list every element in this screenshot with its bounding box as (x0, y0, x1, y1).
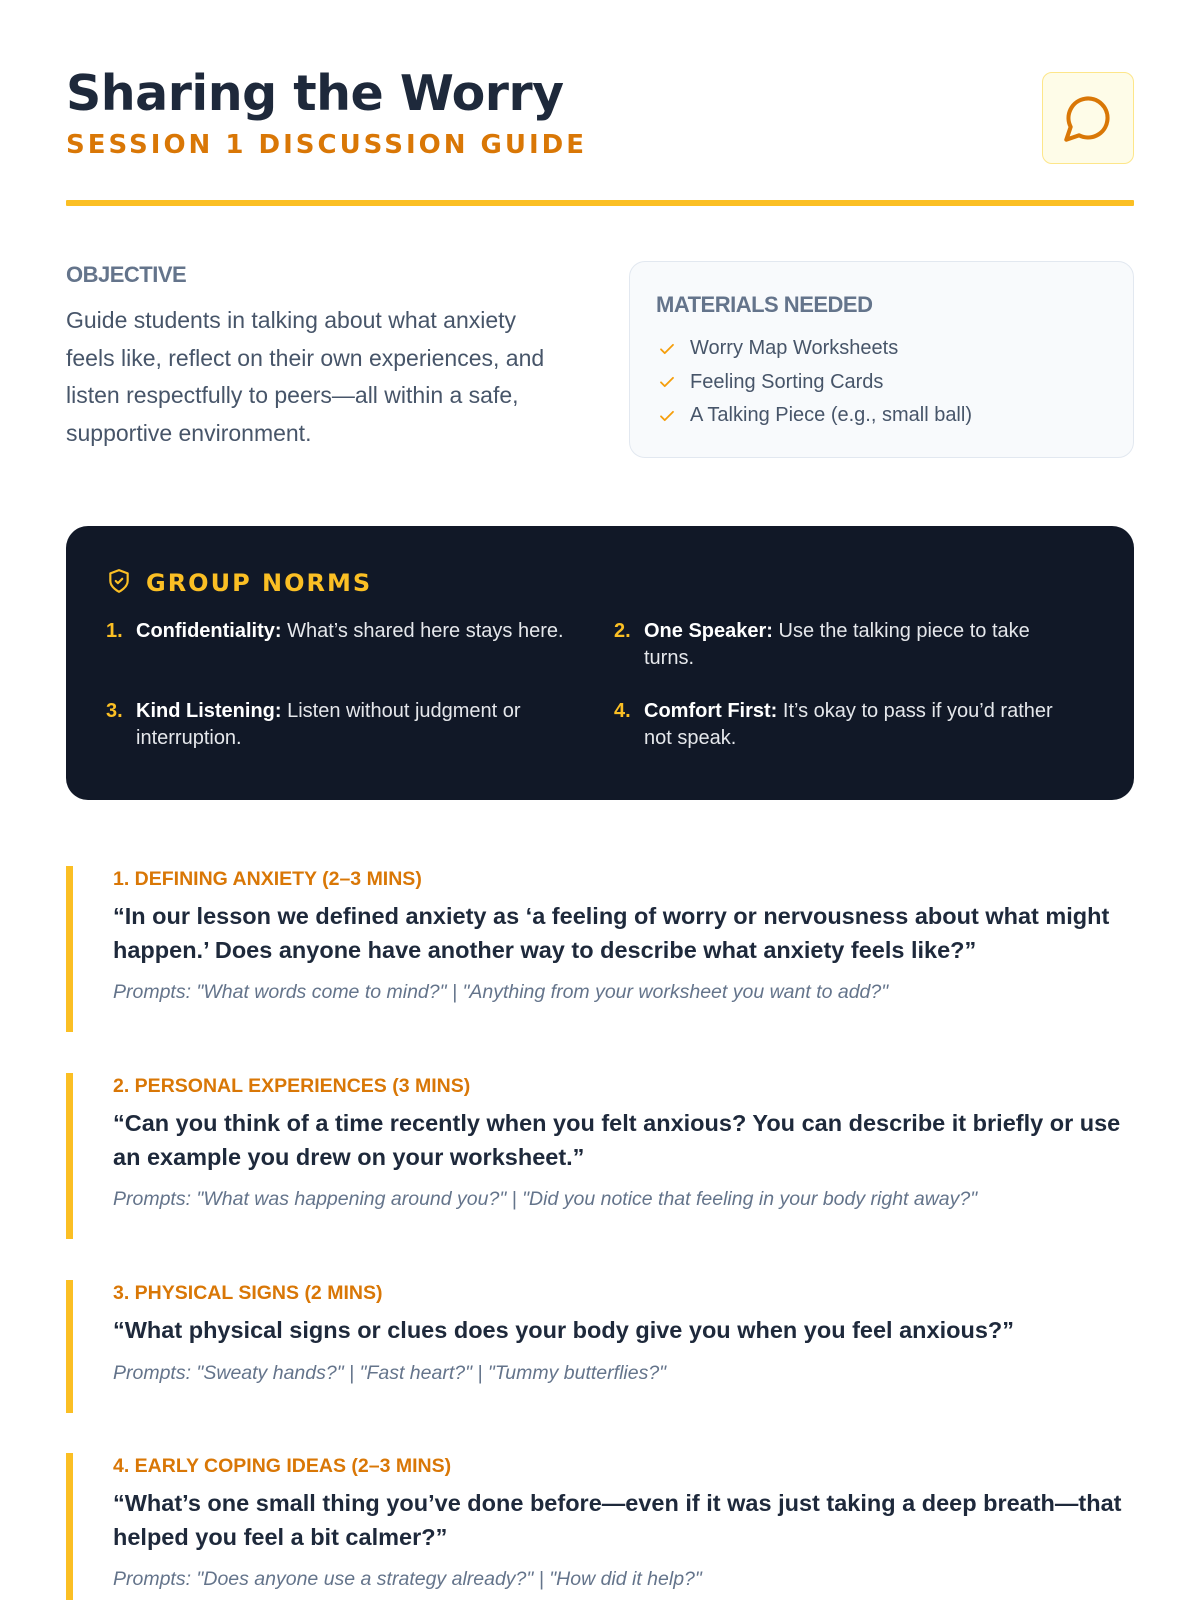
materials-label: MATERIALS NEEDED (656, 292, 873, 317)
check-icon (656, 338, 678, 360)
norm-number: 1. (106, 620, 123, 642)
norm-item (614, 698, 1094, 778)
group-norms-title: GROUP NORMS (146, 569, 373, 597)
materials-item-label: Worry Map Worksheets (690, 337, 899, 360)
materials-item (656, 366, 1107, 400)
norm-term: One Speaker: (644, 620, 773, 642)
page-header (66, 62, 1134, 212)
chat-bubble-icon (1042, 72, 1134, 164)
norm-term: Confidentiality: (136, 620, 282, 642)
objective-label: OBJECTIVE (66, 262, 187, 287)
discussion-item (66, 866, 1134, 1032)
norm-term: Comfort First: (644, 700, 778, 722)
discussion-item-question: “What physical signs or clues does your body give you when you feel anxious?” (113, 1317, 1015, 1343)
page-subtitle: SESSION 1 DISCUSSION GUIDE (66, 130, 588, 160)
objective-section (66, 262, 566, 452)
norm-text: What’s shared here stays here. (287, 620, 564, 642)
discussion-item-prompts: Prompts: "What words come to mind?" | "Anything from your worksheet you want to add?" (113, 981, 889, 1003)
norm-text: Listen without judgment or interruption. (136, 700, 521, 749)
materials-item (656, 399, 1107, 433)
discussion-item (66, 1073, 1134, 1239)
norm-number: 4. (614, 700, 631, 722)
materials-item (656, 332, 1107, 366)
norm-item (106, 698, 614, 778)
discussion-item (66, 1453, 1134, 1600)
discussion-item-prompts: Prompts: "What was happening around you?" | "Did you notice that feeling in your body right away?" (113, 1188, 978, 1210)
norm-number: 2. (614, 620, 631, 642)
norm-item (106, 618, 614, 698)
materials-card (629, 261, 1134, 458)
header-divider (66, 200, 1134, 206)
materials-list (656, 332, 1107, 433)
norm-term: Kind Listening: (136, 700, 282, 722)
discussion-item-heading: 3. PHYSICAL SIGNS (2 MINS) (113, 1282, 383, 1304)
discussion-item-prompts: Prompts: "Does anyone use a strategy already?" | "How did it help?" (113, 1568, 702, 1590)
group-norms-list (106, 618, 1094, 778)
discussion-item (66, 1280, 1134, 1413)
norm-number: 3. (106, 700, 123, 722)
discussion-item-question: “What’s one small thing you’ve done before—even if it was just taking a deep breath—that helped you feel a bit calmer?” (113, 1490, 1122, 1550)
discussion-item-question: “Can you think of a time recently when you felt anxious? You can describe it briefly or use an example you drew on your worksheet.” (113, 1110, 1121, 1170)
discussion-item-heading: 4. EARLY COPING IDEAS (2–3 MINS) (113, 1455, 452, 1477)
discussion-item-prompts: Prompts: "Sweaty hands?" | "Fast heart?" | "Tummy butterflies?" (113, 1361, 667, 1384)
group-norms-header (106, 566, 1094, 600)
objective-text: Guide students in talking about what anxiety feels like, reflect on their own experiences, and listen respectfully to peers—all within a safe, supportive environment. (66, 307, 545, 446)
norm-item (614, 618, 1094, 698)
norm-text: It’s okay to pass if you’d rather not speak. (644, 700, 1053, 749)
check-icon (656, 405, 678, 427)
materials-item-label: A Talking Piece (e.g., small ball) (690, 404, 972, 427)
discussion-item-heading: 1. DEFINING ANXIETY (2–3 MINS) (113, 868, 422, 890)
discussion-item-heading: 2. PERSONAL EXPERIENCES (3 MINS) (113, 1075, 471, 1097)
discussion-item-question: “In our lesson we defined anxiety as ‘a feeling of worry or nervousness about what might happen.’ Does anyone have another way to describe what anxiety feels like?” (113, 903, 1110, 963)
group-norms-panel (66, 526, 1134, 800)
materials-item-label: Feeling Sorting Cards (690, 370, 884, 393)
page-title: Sharing the Worry (66, 65, 564, 122)
shield-check-icon (106, 568, 132, 599)
check-icon (656, 371, 678, 393)
norm-text: Use the talking piece to take turns. (644, 620, 1030, 669)
